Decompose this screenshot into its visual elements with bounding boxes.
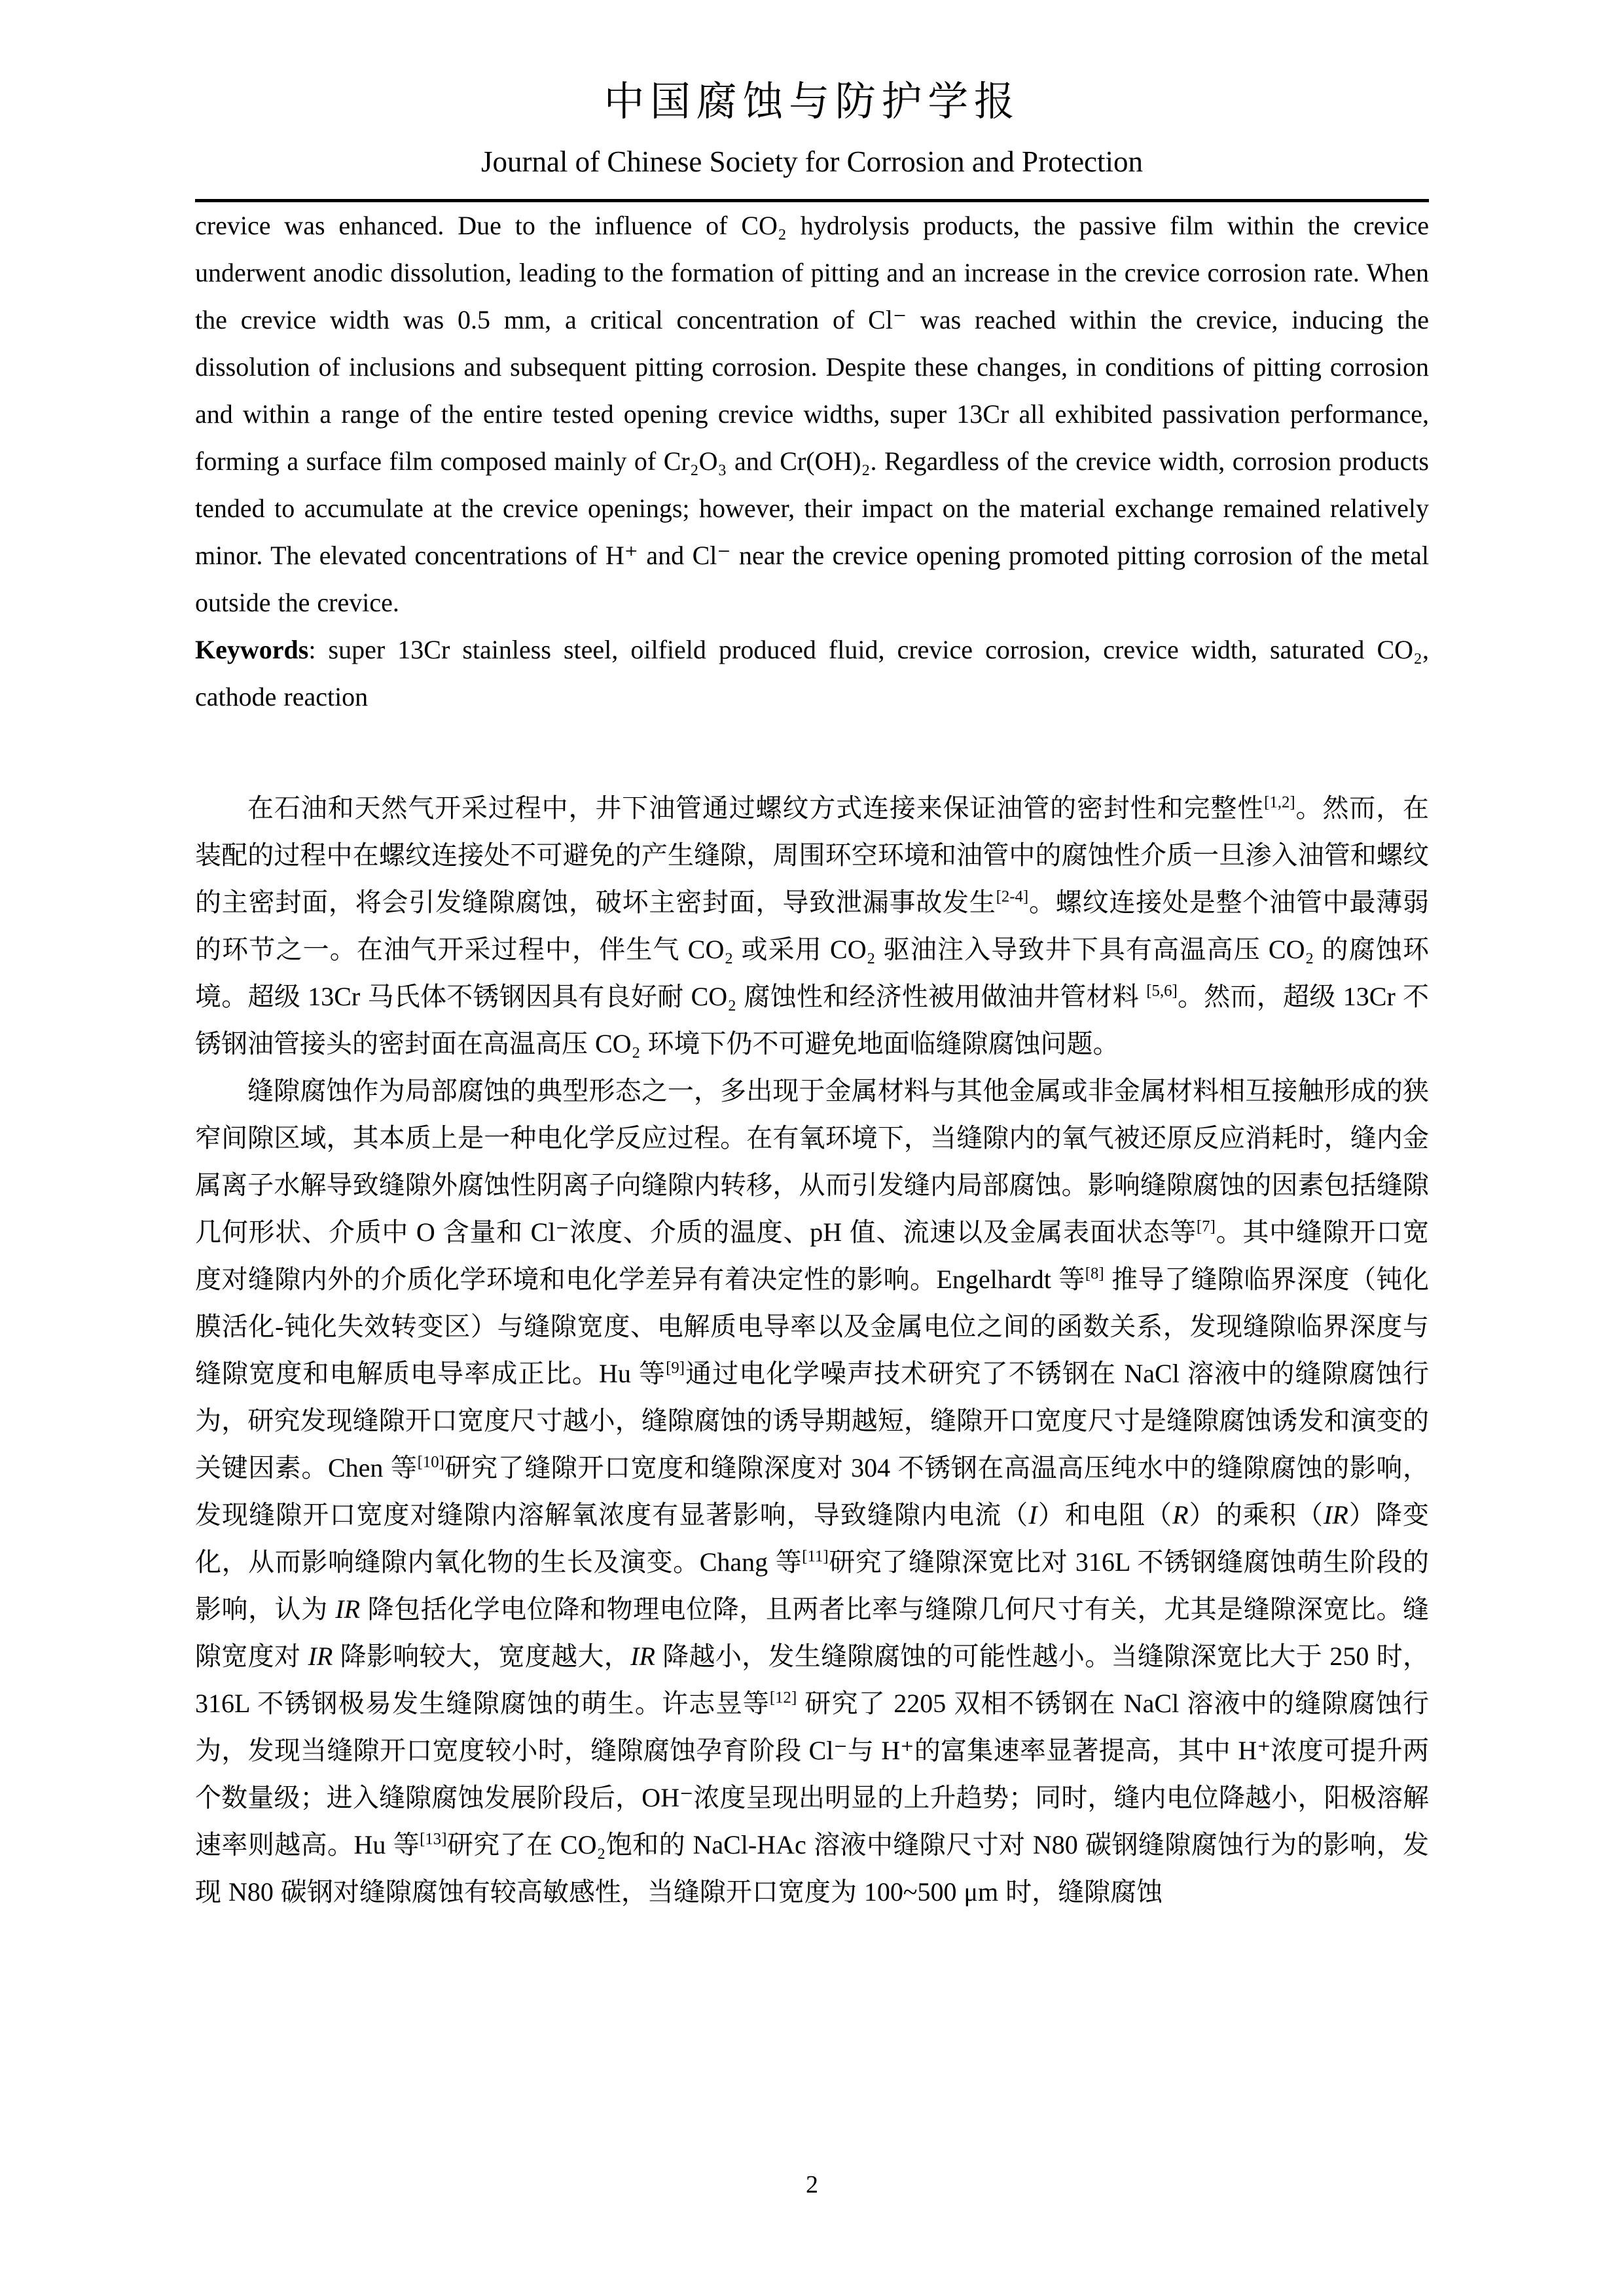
- text-run: 降越小，发生缝隙腐蚀的可能性越小。当缝隙深宽比大于 250 时，316L 不锈钢极易发生缝隙腐蚀的萌生。许志昱等: [195, 1641, 1430, 1718]
- text-run: [11]: [802, 1547, 829, 1566]
- text-run: [12]: [769, 1689, 797, 1707]
- text-run: [8]: [1085, 1265, 1104, 1283]
- text-run: ）降变化，从而影响缝隙内氧化物的生长及演变。Chang 等: [195, 1500, 1430, 1577]
- text-run: [2-4]: [996, 888, 1029, 906]
- text-run: [7]: [1196, 1217, 1216, 1236]
- text-run: IR: [335, 1594, 361, 1624]
- text-run: 推导了缝隙临界深度（钝化膜活化-钝化失效转变区）与缝隙宽度、电解质电导率以及金属电位之间的函数关系，发现缝隙临界深度与缝隙宽度和电解质电导率成正比。Hu 等: [195, 1265, 1429, 1388]
- journal-title-chinese: 中国腐蚀与防护学报: [604, 80, 1020, 124]
- text-run: 研究了在 CO₂饱和的 NaCl-HAc 溶液中缝隙尺寸对 N80 碳钢缝隙腐蚀行为的影响，发现 N80 碳钢对缝隙腐蚀有较高敏感性，当缝隙开口宽度为 100~500 μm 时，缝隙腐蚀: [195, 1830, 1429, 1907]
- text-run: IR: [630, 1641, 655, 1671]
- journal-header: [195, 77, 1429, 202]
- body-paragraph-1: [195, 785, 1429, 1067]
- text-run: ）的乘积（: [1188, 1500, 1324, 1530]
- text-run: [10]: [417, 1453, 444, 1471]
- text-run: 。然而，超级 13Cr 不锈钢油管接头的密封面在高温高压 CO₂ 环境下仍不可避免地面临缝隙腐蚀问题。: [195, 982, 1430, 1058]
- text-run: [13]: [420, 1830, 447, 1848]
- text-run: 。然而，在装配的过程中在螺纹连接处不可避免的产生缝隙，周围环空环境和油管中的腐蚀性介质一旦渗入油管和螺纹的主密封面，将会引发缝隙腐蚀，破坏主密封面，导致泄漏事故发生: [195, 793, 1429, 917]
- text-run: : super 13Cr stainless steel, oilfield produced fluid, crevice corrosion, crevice width, saturated CO₂, cathode reaction: [195, 635, 1429, 711]
- page-content: [195, 202, 1429, 1916]
- text-run: I: [1028, 1500, 1038, 1530]
- text-run: R: [1172, 1500, 1189, 1530]
- text-run: 研究了缝隙深宽比对 316L 不锈钢缝腐蚀萌生阶段的影响，认为: [195, 1547, 1430, 1624]
- text-run: [5,6]: [1146, 982, 1178, 1000]
- text-run: IR: [1324, 1500, 1348, 1530]
- text-run: [1,2]: [1264, 793, 1295, 812]
- body-paragraph-2: [195, 1067, 1429, 1916]
- text-run: 通过电化学噪声技术研究了不锈钢在 NaCl 溶液中的缝隙腐蚀行为，研究发现缝隙开口宽度尺寸越小，缝隙腐蚀的诱导期越短，缝隙开口宽度尺寸是缝隙腐蚀诱发和演变的关键因素。Chen 等: [195, 1359, 1429, 1482]
- text-run: 缝隙腐蚀作为局部腐蚀的典型形态之一，多出现于金属材料与其他金属或非金属材料相互接触形成的狭窄间隙区域，其本质上是一种电化学反应过程。在有氧环境下，当缝隙内的氧气被还原反应消耗时，缝内金属离子水解导致缝隙外腐蚀性阴离子向缝隙内转移，从而引发缝内局部腐蚀。影响缝隙腐蚀的因素包括缝隙几何形状、介质中 O 含量和 Cl⁻浓度、介质的温度、pH 值、流速以及金属表面状态等: [195, 1076, 1429, 1247]
- journal-title-english: Journal of Chinese Society for Corrosion and Protection: [480, 145, 1144, 178]
- text-run: 。螺纹连接处是整个油管中最薄弱的环节之一。在油气开采过程中，伴生气 CO₂ 或采用 CO₂ 驱油注入导致井下具有高温高压 CO₂ 的腐蚀环境。超级 13Cr 马氏体不锈钢因具有良好耐 CO₂ 腐蚀性和经济性被用做油井管材料: [195, 888, 1430, 1011]
- introduction-section: [195, 785, 1429, 1916]
- keywords-line: [195, 626, 1429, 721]
- text-run: Keywords: [195, 635, 309, 664]
- text-run: 。其中缝隙开口宽度对缝隙内外的介质化学环境和电化学差异有着决定性的影响。Engelhardt 等: [195, 1217, 1429, 1294]
- page-number: 2: [806, 2171, 818, 2198]
- text-run: crevice was enhanced. Due to the influence of CO₂ hydrolysis products, the passive film within the crevice underwent anodic dissolution, leading to the formation of pitting and an increase in the crevice corrosion rate. When the crevice width was 0.5 mm, a critical concentration of Cl⁻ was reached within the crevice, inducing the dissolution of inclusions and subsequent pitting corrosion. Despite these changes, in conditions of pitting corrosion and within a range of the entire tested opening crevice widths, super 13Cr all exhibited passivation performance, forming a surface film composed mainly of Cr₂O₃ and Cr(OH)₂. Regardless of the crevice width, corrosion products tended to accumulate at the crevice openings; however, their impact on the material exchange remained relatively minor. The elevated concentrations of H⁺ and Cl⁻ near the crevice opening promoted pitting corrosion of the metal outside the crevice.: [195, 211, 1429, 617]
- text-run: 降包括化学电位降和物理电位降，且两者比率与缝隙几何尺寸有关，尤其是缝隙深宽比。缝隙宽度对: [195, 1594, 1430, 1671]
- text-run: 研究了缝隙开口宽度和缝隙深度对 304 不锈钢在高温高压纯水中的缝隙腐蚀的影响，发现缝隙开口宽度对缝隙内溶解氧浓度有显著影响，导致缝隙内电流（: [195, 1453, 1430, 1530]
- text-run: 降影响较大，宽度越大，: [333, 1641, 631, 1671]
- page-footer: [0, 2170, 1624, 2199]
- text-run: IR: [308, 1641, 333, 1671]
- text-run: [9]: [666, 1359, 685, 1377]
- text-run: 在石油和天然气开采过程中，井下油管通过螺纹方式连接来保证油管的密封性和完整性: [247, 793, 1265, 823]
- text-run: ）和电阻（: [1037, 1500, 1173, 1530]
- text-run: 研究了 2205 双相不锈钢在 NaCl 溶液中的缝隙腐蚀行为，发现当缝隙开口宽度较小时，缝隙腐蚀孕育阶段 Cl⁻与 H⁺的富集速率显著提高，其中 H⁺浓度可提升两个数量级；进入缝隙腐蚀发展阶段后，OH⁻浓度呈现出明显的上升趋势；同时，缝内电位降越小，阳极溶解速率则越高。Hu 等: [195, 1689, 1429, 1859]
- abstract-continuation-paragraph: [195, 202, 1429, 626]
